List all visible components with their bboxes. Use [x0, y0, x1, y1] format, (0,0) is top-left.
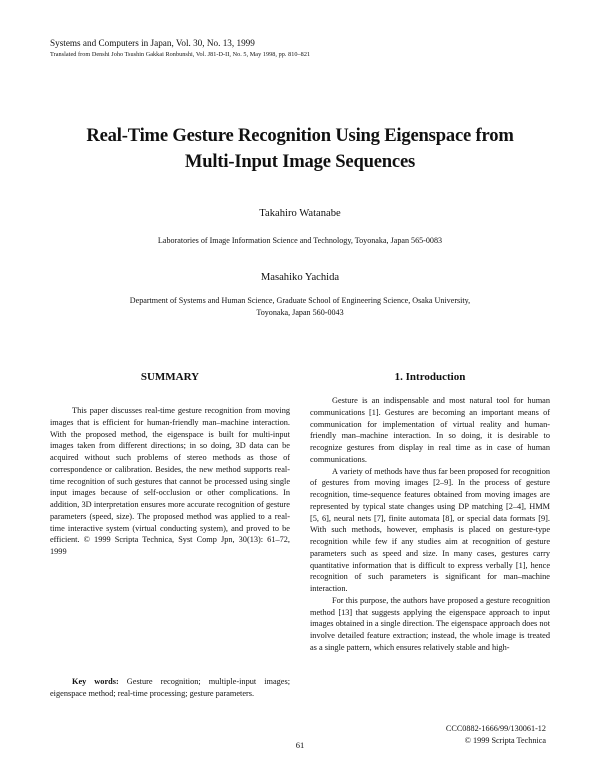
author-name: Masahiko Yachida: [260, 272, 340, 283]
journal-citation: Systems and Computers in Japan, Vol. 30, No. 13, 1999: [50, 38, 255, 48]
author-affiliation: [70, 235, 530, 247]
author-name: Takahiro Watanabe: [259, 208, 341, 219]
title-line-2: Multi-Input Image Sequences: [184, 150, 416, 172]
summary-heading: SUMMARY: [140, 371, 200, 383]
keywords: [50, 676, 290, 700]
footer-publication-info: [330, 723, 546, 746]
title-line-1: Real-Time Gesture Recognition Using Eigenspace from: [86, 125, 514, 146]
page-number: 61: [295, 740, 305, 750]
affiliation-line: Toyonaka, Japan 560-0043: [256, 308, 344, 317]
translation-source: Translated from Denshi Joho Tsushin Gakkai Ronbunshi, Vol. J81-D-II, No. 5, May 1998, pp. 810–821: [50, 51, 311, 58]
ccc-code: CCC0882-1666/99/130061-12: [445, 724, 546, 733]
introduction-heading: 1. Introduction: [394, 371, 466, 383]
introduction-body: [310, 395, 550, 654]
keywords-text: Gesture recognition; multiple-input images; eigenspace method; real-time processing; gesture parameters.: [50, 677, 291, 698]
affiliation-line: Department of Systems and Human Science, Graduate School of Engineering Science, Osaka University,: [129, 296, 471, 305]
summary-body: [50, 405, 290, 558]
summary-paragraph: This paper discusses real-time gesture recognition from moving images that is efficient for human-friendly man–machine interaction. With the proposed method, the eigenspace is built for multi-input images taken from different directions; in so doing, 3D data can be acquired without such problems of stereo methods as those of correspondence or calibration. Besides, the new method supports real-time recognition of such gestures that cannot be processed using single input images because of self-occlusion or other complications. In addition, 3D interpretation ensures more accurate recognition of gesture parameters (speed, size). The proposed method was applied to a real-time interactive system (virtual conducting system), and proved to be efficient. © 1999 Scripta Technica, Syst Comp Jpn, 30(13): 61–72, 1999: [50, 406, 290, 556]
intro-paragraph: A variety of methods have thus far been proposed for recognition of gestures from moving images [2–9]. In the process of gesture recognition, time-sequence features obtained from moving images are represented by typical state changes using DP matching [2–4], HMM [5, 6], neural nets [7], finite automata [8], or special data formats [9]. With such methods, however, emphasis is placed on gesture-type recognition while few if any studies aim at recognition of gesture parameters such as speed and size. In many cases, gestures carry quantitative information that is difficult to express verbally [1], hence recognition of such parameters is significant for man–machine interaction.: [310, 466, 550, 593]
author-affiliation: [70, 295, 530, 319]
intro-paragraph: Gesture is an indispensable and most natural tool for human communications [1]. Gestures are becoming an important means of communication for implementation of virtual reality and human-friendly man–machine interaction. In so doing, it is desirable to recognize gestures from display in real time as in case of human communications.: [310, 396, 550, 464]
keywords-label: Key words:: [72, 677, 119, 686]
copyright: © 1999 Scripta Technica: [464, 735, 546, 745]
paper-title: [40, 123, 560, 174]
affiliation-line: Laboratories of Image Information Science and Technology, Toyonaka, Japan 565-0083: [157, 236, 443, 245]
intro-paragraph: For this purpose, the authors have proposed a gesture recognition method [13] that suggests applying the eigenspace approach to input images obtained in a single direction. The eigenspace approach does not involve detailed feature extraction; instead, the whole image is treated as a single pattern, which ensures relatively stable and high-: [310, 595, 550, 652]
